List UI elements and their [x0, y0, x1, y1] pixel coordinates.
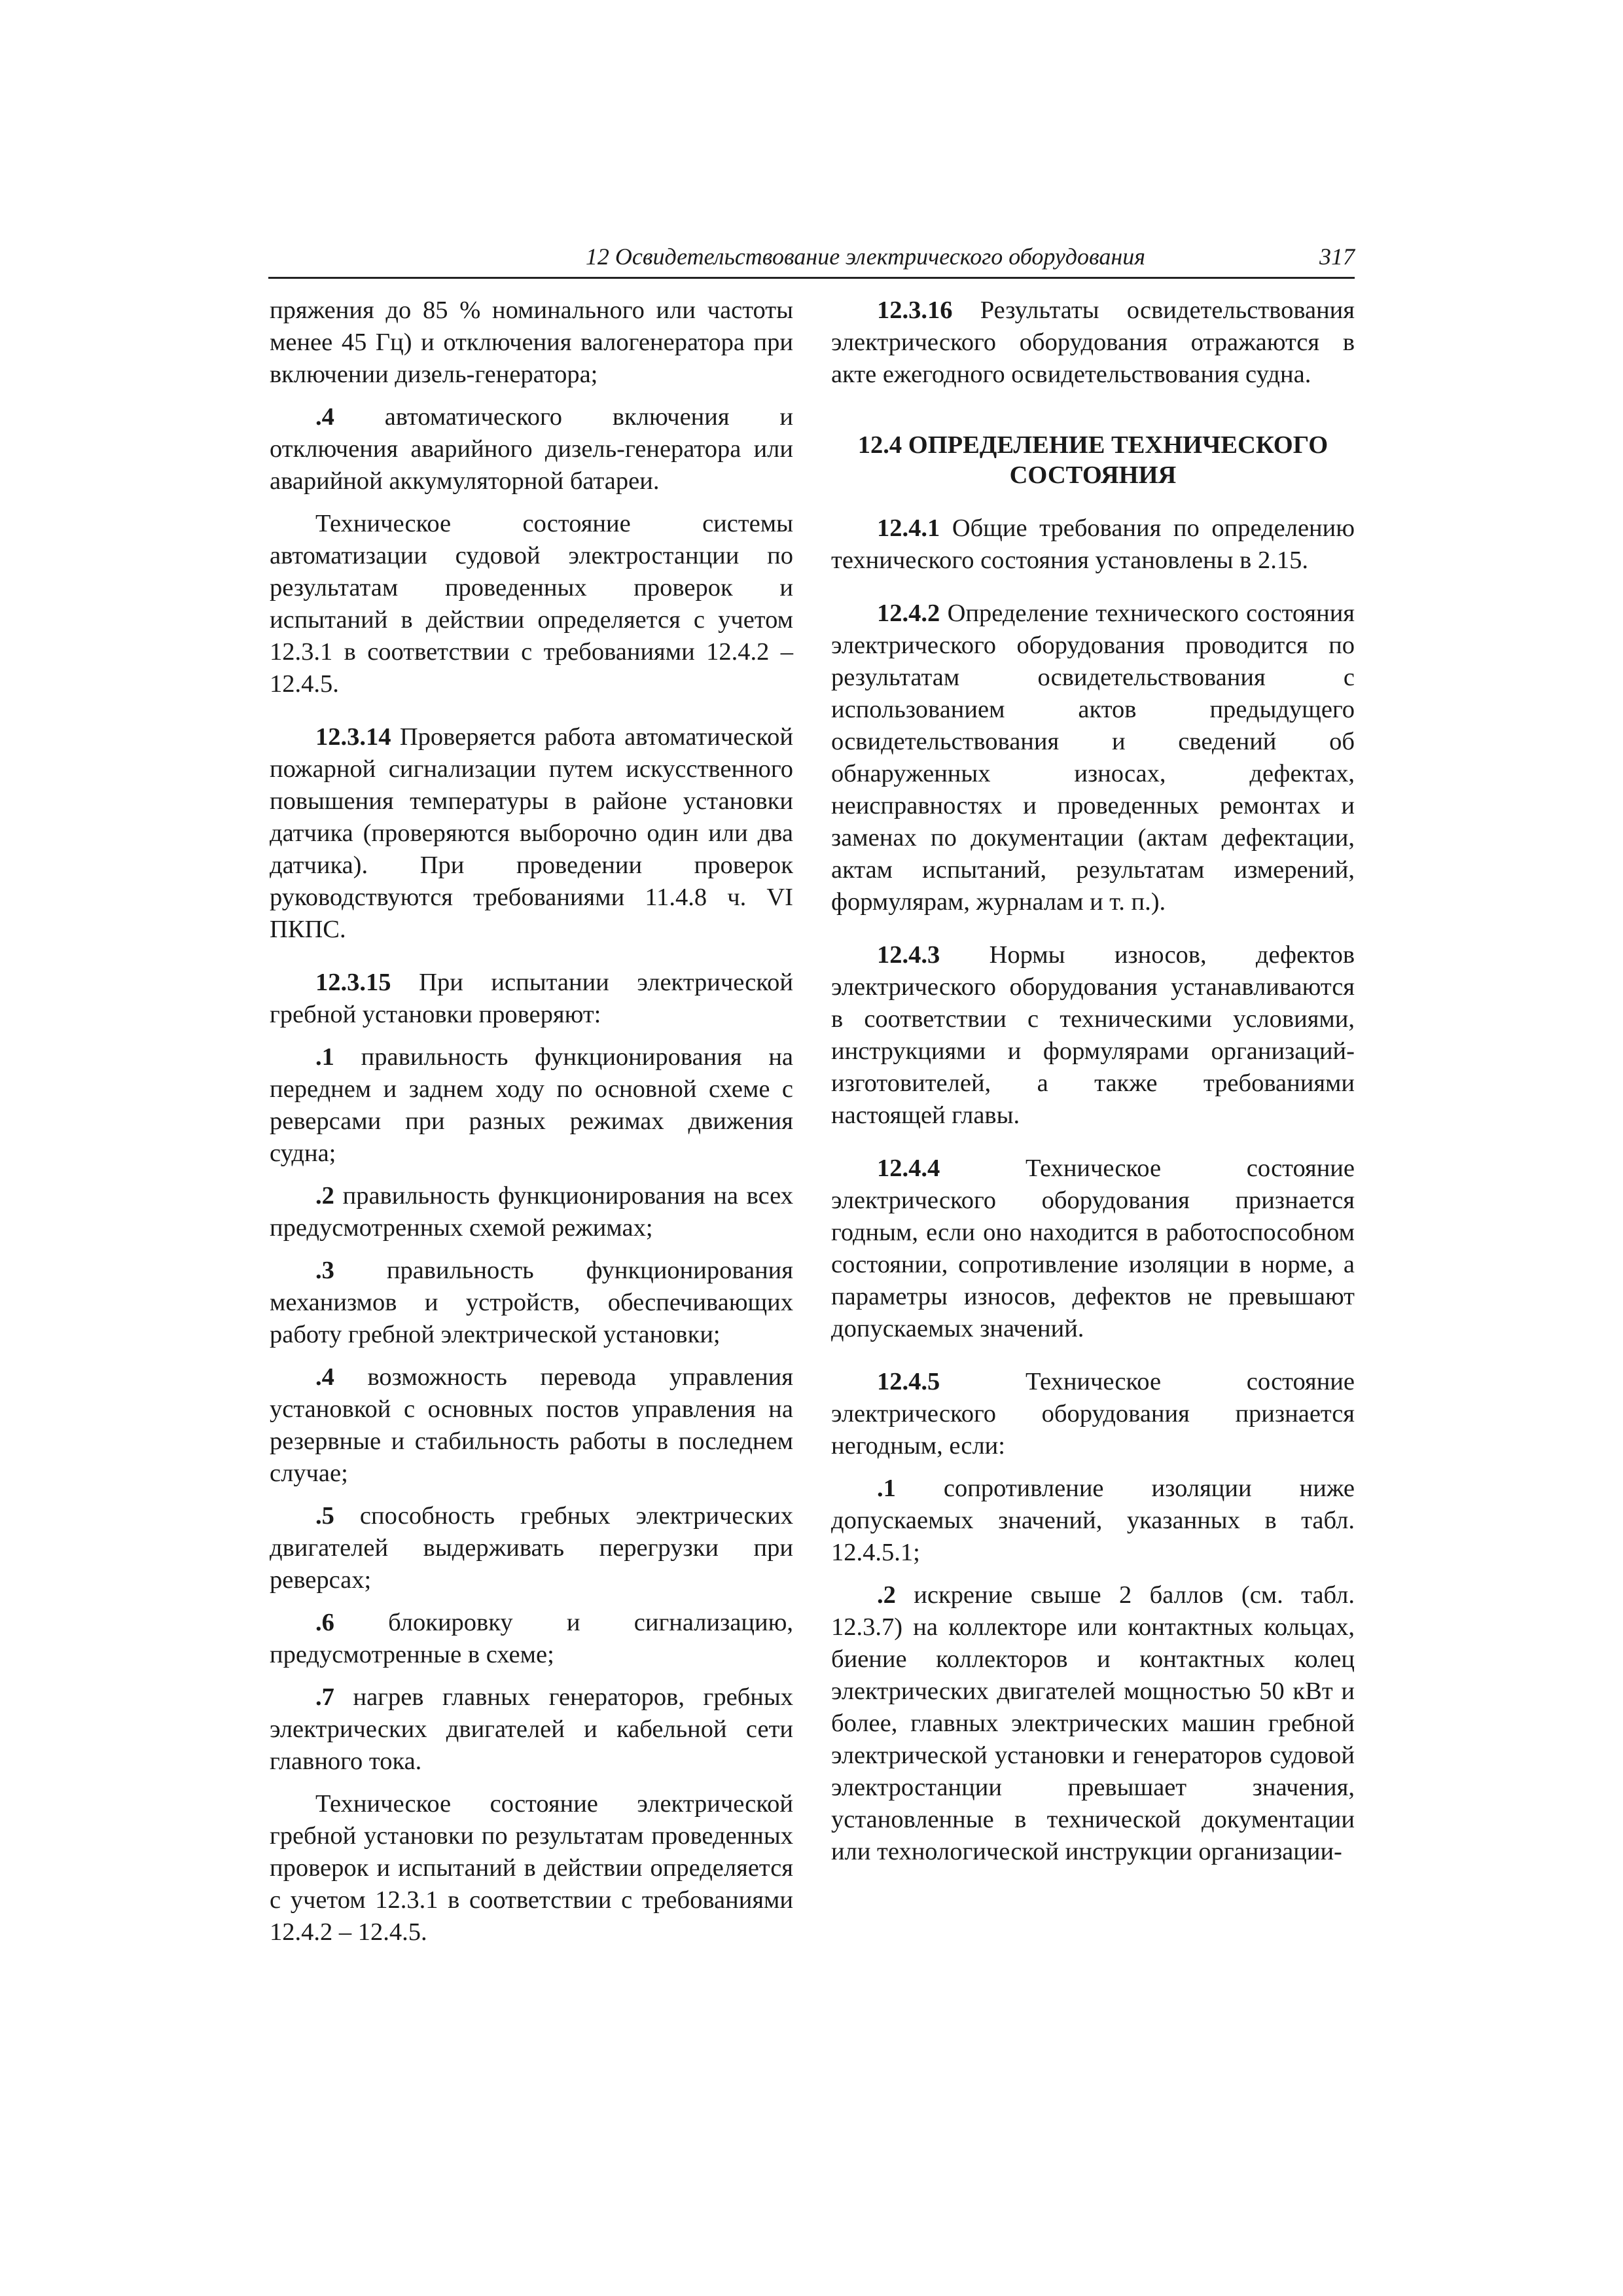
- clause-12-3-14: [270, 721, 793, 946]
- list-item: [270, 1607, 793, 1671]
- item-text: правильность функционирования механизмов и устройств, обеспечивающих работу гребной электрической установки;: [270, 1257, 793, 1348]
- clause-12-3-15: [270, 967, 793, 1031]
- clause-text: Результаты освидетельствования электрического оборудования отражаются в акте ежегодного освидетельствования судна.: [831, 296, 1355, 388]
- clause-number: 12.3.15: [315, 969, 391, 996]
- clause-12-4-1: [831, 512, 1355, 577]
- clause-text: Нормы износов, дефектов электрического оборудования устанавливаются в соответствии с техническими условиями, инструкциями и формулярами организаций-изготовителей, а также требованиями настоящей главы.: [831, 941, 1355, 1129]
- page-number: 317: [1319, 243, 1355, 270]
- item-number: .2: [877, 1581, 896, 1609]
- item-number: .1: [877, 1475, 896, 1502]
- item-text: искрение свыше 2 баллов (см. табл. 12.3.7) на коллекторе или контактных кольцах, биение коллекторов и контактных колец электрических двигателей мощностью 50 кВт и более, главных электрических машин гребной электрической установки и генераторов судовой электростанции превышает значения, установленные в технической документации или технологической инструкции организации-: [831, 1581, 1355, 1865]
- left-column: [270, 295, 793, 1959]
- item-text: блокировку и сигнализацию, предусмотренные в схеме;: [270, 1609, 794, 1668]
- paragraph: Техническое состояние системы автоматизации судовой электростанции по результатам проведенных проверок и испытаний в действии определяется с учетом 12.3.1 в соответствии с требованиями 12.4.2 – 12.4.5.: [270, 510, 793, 698]
- item-number: .5: [315, 1502, 334, 1530]
- item-text: сопротивление изоляции ниже допускаемых значений, указанных в табл. 12.4.5.1;: [831, 1475, 1355, 1566]
- clause-text: Определение технического состояния электрического оборудования проводится по результатам освидетельствования с использованием актов предыдущего освидетельствования и сведений об обнаруженных износах, дефектах, неисправностях и проведенных ремонтах и заменах по документации (актам дефектации, актам испытаний, результатам измерений, формулярам, журналам и т. п.).: [831, 600, 1355, 916]
- running-header: [268, 239, 1355, 279]
- item-number: .3: [315, 1257, 334, 1284]
- clause-number: 12.4.5: [877, 1368, 940, 1395]
- list-item: [831, 1473, 1355, 1569]
- clause-text: Проверяется работа автоматической пожарной сигнализации путем искусственного повышения температуры в районе установки датчика (проверяются выборочно один или два датчика). При проведении проверок руководствуются требованиями 11.4.8 ч. VI ПКПС.: [270, 723, 794, 943]
- running-header-title: 12 Освидетельствование электрического оборудования: [585, 243, 1145, 270]
- clause-text: При испытании электрической гребной установки проверяют:: [270, 969, 794, 1028]
- list-item: [270, 1041, 793, 1170]
- item-text: способность гребных электрических двигателей выдерживать перегрузки при реверсах;: [270, 1502, 793, 1594]
- list-item: [270, 1361, 793, 1490]
- clause-12-4-4: [831, 1153, 1355, 1345]
- clause-number: 12.4.4: [877, 1155, 940, 1182]
- clause-text: Техническое состояние электрического оборудования признается годным, если оно находится в работоспособном состоянии, сопротивление изоляции в норме, а параметры износов, дефектов не превышают допускаемых значений.: [831, 1155, 1355, 1342]
- clause-12-4-3: [831, 939, 1355, 1132]
- item-number: .1: [315, 1043, 334, 1071]
- item-text: автоматического включения и отключения аварийного дизель-генератора или аварийной аккумуляторной батареи.: [270, 403, 793, 495]
- list-item: [270, 1500, 793, 1596]
- clause-number: 12.3.14: [315, 723, 391, 751]
- list-item: [270, 1255, 793, 1351]
- clause-number: 12.4.1: [877, 514, 940, 542]
- clause-number: 12.4.3: [877, 941, 940, 969]
- item-number: .4: [315, 1363, 334, 1391]
- item-number: .4: [315, 403, 334, 431]
- item-number: .6: [315, 1609, 334, 1636]
- item-number: .7: [315, 1683, 334, 1711]
- clause-12-4-5: [831, 1366, 1355, 1462]
- item-text: нагрев главных генераторов, гребных электрических двигателей и кабельной сети главного тока.: [270, 1683, 793, 1775]
- clause-number: 12.3.16: [877, 296, 953, 324]
- item-text: правильность функционирования на всех предусмотренных схемой режимах;: [270, 1182, 793, 1242]
- item-number: .2: [315, 1182, 334, 1210]
- clause-number: 12.4.2: [877, 600, 940, 627]
- list-item: [270, 1180, 793, 1244]
- right-column: [831, 295, 1355, 1878]
- paragraph: Техническое состояние электрической гребной установки по результатам проведенных проверок и испытаний в действии определяется с учетом 12.3.1 в соответствии с требованиями 12.4.2 – 12.4.5.: [270, 1790, 793, 1946]
- section-heading: 12.4 ОПРЕДЕЛЕНИЕ ТЕХНИЧЕСКОГО СОСТОЯНИЯ: [857, 431, 1329, 489]
- list-item: [831, 1579, 1355, 1868]
- clause-12-4-2: [831, 598, 1355, 918]
- clause-text: Техническое состояние электрического оборудования признается негодным, если:: [831, 1368, 1355, 1460]
- clause-12-3-16: [831, 295, 1355, 391]
- list-item: [270, 401, 793, 497]
- item-text: возможность перевода управления установкой с основных постов управления на резервные и стабильность работы в последнем случае;: [270, 1363, 793, 1487]
- paragraph: пряжения до 85 % номинального или частоты менее 45 Гц) и отключения валогенератора при включении дизель-генератора;: [270, 296, 793, 388]
- clause-text: Общие требования по определению технического состояния установлены в 2.15.: [831, 514, 1355, 574]
- item-text: правильность функционирования на переднем и заднем ходу по основной схеме с реверсами при разных режимах движения судна;: [270, 1043, 794, 1167]
- list-item: [270, 1681, 793, 1778]
